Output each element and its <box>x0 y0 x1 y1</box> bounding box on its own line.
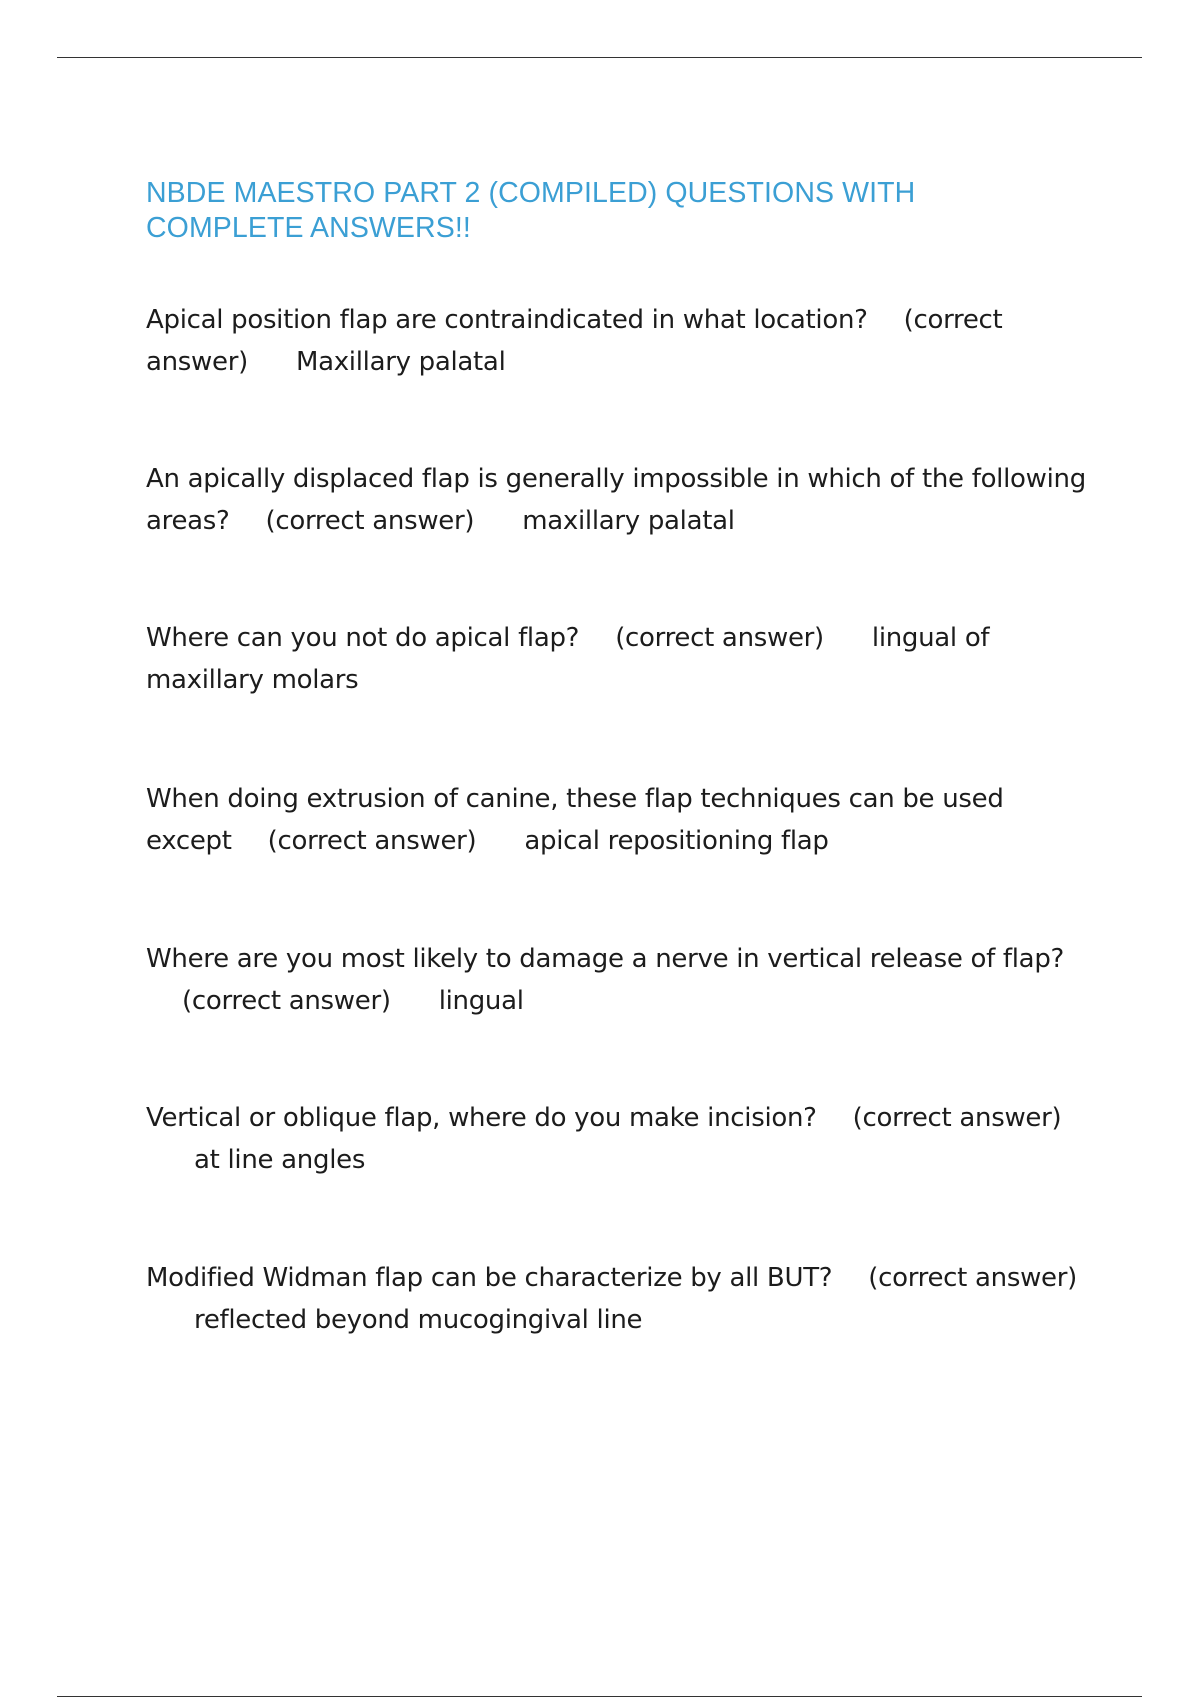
qa-item-3 <box>146 617 1096 701</box>
qa-item-6 <box>146 1097 1096 1181</box>
qa-item-1 <box>146 299 1096 383</box>
question-text: Apical position flap are contraindicated in what location? <box>146 305 868 335</box>
question-text: Vertical or oblique flap, where do you make incision? <box>146 1103 817 1133</box>
qa-item-5 <box>146 938 1096 1022</box>
question-text: Where can you not do apical flap? <box>146 623 580 653</box>
answer-tag: (correct answer) <box>267 826 477 856</box>
answer-tag: (correct answer) <box>868 1263 1077 1293</box>
qa-item-7 <box>146 1257 1096 1341</box>
answer-tag: (correct answer) <box>615 623 824 653</box>
document-title: NBDE MAESTRO PART 2 (COMPILED) QUESTIONS WITH COMPLETE ANSWERS!! <box>146 177 916 244</box>
qa-item-2 <box>146 458 1096 542</box>
answer-text: lingual of maxillary molars <box>146 623 990 695</box>
answer-text: lingual <box>438 986 524 1016</box>
answer-text: reflected beyond mucogingival line <box>194 1305 643 1335</box>
answer-text: maxillary palatal <box>522 506 735 536</box>
answer-tag: (correct answer) <box>146 305 1003 377</box>
answer-text: at line angles <box>194 1145 366 1175</box>
answer-tag: (correct answer) <box>852 1103 1062 1133</box>
qa-item-4 <box>146 778 1096 862</box>
answer-tag: (correct answer) <box>265 506 475 536</box>
answer-text: apical repositioning flap <box>524 826 829 856</box>
question-text: Modified Widman flap can be characterize by all BUT? <box>146 1263 833 1293</box>
answer-text: Maxillary palatal <box>295 347 506 377</box>
question-text: An apically displaced flap is generally impossible in which of the following areas? <box>146 464 1086 536</box>
bottom-divider <box>57 1696 1142 1697</box>
question-text: When doing extrusion of canine, these flap techniques can be used except <box>146 784 1004 856</box>
top-divider <box>57 57 1142 58</box>
answer-tag: (correct answer) <box>182 986 391 1016</box>
question-text: Where are you most likely to damage a nerve in vertical release of flap? <box>146 944 1065 974</box>
